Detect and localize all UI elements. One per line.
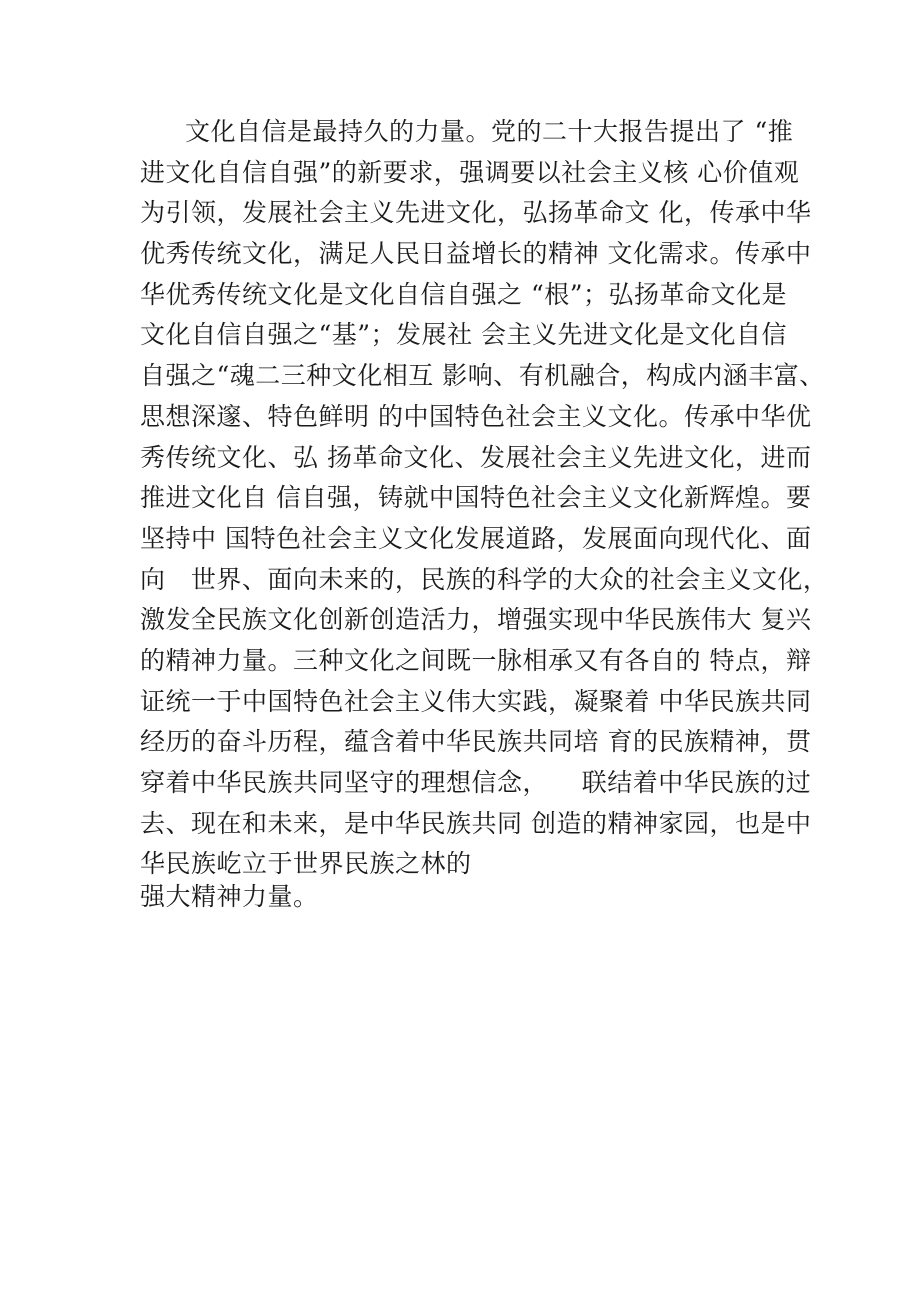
paragraph-line: 的精神力量。三种文化之间既一脉相承又有各自的 特点，辩	[140, 645, 812, 675]
paragraph-line: 华民族屹立于世界民族之林的	[140, 849, 472, 879]
paragraph-line: 经历的奋斗历程，蕴含着中华民族共同培 育的民族精神，贯	[140, 727, 812, 757]
paragraph-line: 进文化自信自强”的新要求，强调要以社会主义核 心价值观	[140, 157, 800, 187]
paragraph-line: 去、现在和未来，是中华民族共同 创造的精神家园，也是中	[140, 808, 812, 838]
body-paragraph	[140, 112, 829, 918]
paragraph-line: 向 世界、面向未来的，民族的科学的大众的社会主义文化，	[140, 564, 829, 594]
paragraph-line: 华优秀传统文化是文化自信自强之 “根”；弘扬革命文化是	[140, 279, 788, 309]
paragraph-line: 为引领，发展社会主义先进文化，弘扬革命文 化，传承中华	[140, 198, 812, 228]
paragraph-line: 自强之“魂二三种文化相互 影响、有机融合，构成内涵丰富、	[140, 361, 825, 391]
paragraph-line: 激发全民族文化创新创造活力，增强实现中华民族伟大 复兴	[140, 605, 812, 635]
paragraph-line: 思想深邃、特色鲜明 的中国特色社会主义文化。传承中华优	[140, 401, 812, 431]
paragraph-line: 推进文化自 信自强，铸就中国特色社会主义文化新辉煌。要	[140, 483, 812, 513]
paragraph-line: 文化自信是最持久的力量。党的二十大报告提出了 “推	[185, 117, 794, 146]
paragraph-line: 穿着中华民族共同坚守的理想信念， 联结着中华民族的过	[140, 768, 812, 797]
paragraph-line: 坚持中 国特色社会主义文化发展道路，发展面向现代化、面	[140, 523, 812, 553]
paragraph-line: 文化自信自强之“基”；发展社 会主义先进文化是文化自信	[140, 320, 788, 350]
paragraph-line: 优秀传统文化，满足人民日益增长的精神 文化需求。传承中	[140, 239, 812, 269]
paragraph-line: 强大精神力量。	[140, 882, 319, 912]
paragraph-line: 秀传统文化、弘 扬革命文化、发展社会主义先进文化，进而	[140, 442, 812, 472]
paragraph-line: 证统一于中国特色社会主义伟大实践，凝聚着 中华民族共同	[140, 686, 812, 716]
